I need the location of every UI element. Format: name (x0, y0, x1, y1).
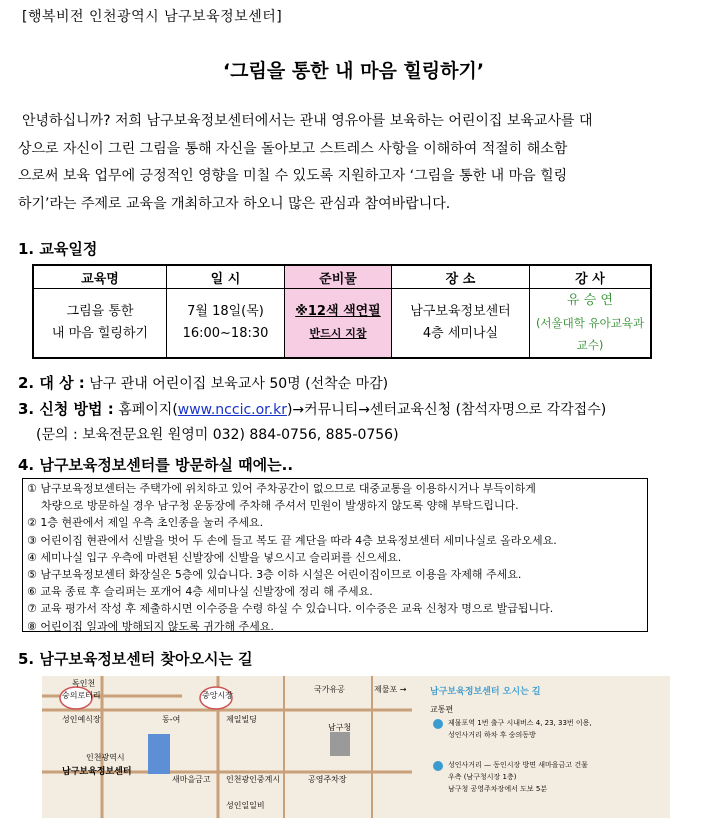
map-label: 숭의로터리 (62, 691, 101, 700)
materials-main: ※12색 색연필 (295, 304, 381, 319)
header-place: 장 소 (392, 265, 530, 289)
apply-label: 3. 신청 방법 : (18, 400, 114, 418)
map-label: 동-여 (162, 715, 181, 724)
notice-item: ① 남구보육정보센터는 주택가에 위치하고 있어 주차공간이 없으므로 대중교통을 이용하시거나 부득이하게 (27, 482, 536, 495)
course-line: 그림을 통한 (66, 304, 134, 319)
intro-line: 안녕하십니까? 저희 남구보육정보센터에서는 관내 영유아를 보육하는 어린이집 보육교사를 대 (22, 113, 593, 129)
header-course: 교육명 (33, 265, 167, 289)
materials-note: 반드시 지참 (309, 327, 367, 340)
apply-text-post: )→커뮤니티→센터교육신청 (참석자명으로 각각접수) (286, 402, 607, 418)
header-org-line: [행복비전 인천광역시 남구보육정보센터] (22, 9, 283, 25)
intro-line: 으로써 보육 업무에 긍정적인 영향을 미칠 수 있도록 지원하고자 ‘그림을 통한 내 마음 힐링 (18, 168, 568, 184)
schedule-data-row (33, 289, 651, 359)
apply-line (18, 398, 606, 419)
map-drawing (42, 676, 670, 818)
cell-course (33, 289, 167, 359)
map-label: 새마을금고 (172, 775, 211, 784)
notice-item: ⑥ 교육 종료 후 슬리퍼는 포개어 4층 세미나실 신발장에 정리 해 주세요. (27, 585, 373, 599)
intro-line: 하기’라는 주제로 교육을 개최하고자 하오니 많은 관심과 참여바랍니다. (18, 195, 451, 212)
header-datetime: 일 시 (167, 265, 285, 289)
target-label: 2. 대 상 : (18, 374, 85, 392)
map-label: 공영주차장 (308, 775, 347, 784)
section-directions-heading: 5. 남구보육정보센터 찾아오시는 길 (18, 650, 253, 668)
map-label: 남구청 (328, 723, 352, 732)
cell-datetime (167, 289, 285, 359)
target-text: 남구 관내 어린이집 보육교사 50명 (선착순 마감) (89, 376, 389, 392)
notice-item: ⑤ 남구보육정보센터 화장실은 5층에 있습니다. 3층 이하 시설은 어린이집이므로 이용을 자제해 주세요. (27, 568, 522, 582)
notice-item: ② 1층 현관에서 제일 우측 초인종을 눌러 주세요. (27, 516, 264, 530)
schedule-table (32, 264, 652, 359)
map-center-label: 남구보육정보센터 (62, 767, 132, 777)
map-label: 중앙시장 (202, 691, 233, 700)
visit-notice-box (22, 478, 648, 632)
map-label: 독인천 (72, 679, 96, 688)
notice-item: ③ 어린이집 현관에서 신발을 벗어 두 손에 들고 복도 끝 계단을 따라 4층 보육정보센터 세미나실로 올라오세요. (27, 533, 557, 547)
map-bus-line: 제물포역 1번 출구 시내버스 4, 23, 33번 이용, (448, 719, 592, 727)
map-label: 국가유공 (314, 685, 345, 694)
map-label: 인천광인중계시 (226, 775, 281, 784)
map-label: 성인예식장 (62, 715, 101, 724)
map-label: 성인일일비 (226, 801, 265, 810)
section-visit-heading: 4. 남구보육정보센터를 방문하실 때에는.. (18, 456, 294, 474)
intro-paragraph (18, 108, 690, 218)
date-line: 7월 18일(목) (187, 304, 264, 319)
apply-text-pre: 홈페이지( (118, 402, 178, 418)
map-bus-line: 성인사거리 하차 후 숭의동방 (448, 731, 536, 739)
homepage-link[interactable]: www.nccic.or.kr (177, 402, 287, 418)
target-line (18, 372, 388, 393)
instructor-name: 유 승 연 (567, 293, 613, 308)
notice-item: 차량으로 방문하실 경우 남구청 운동장에 주차해 주셔서 민원이 발생하지 않도록 양해 부탁드립니다. (41, 499, 519, 513)
contact-line: (문의 : 보육전문요원 원영미 032) 884-0756, 885-0756) (36, 427, 399, 443)
notice-item: ④ 세미나실 입구 우측에 마련된 신발장에 신발을 넣으시고 슬리퍼를 신으세요. (27, 550, 402, 564)
cell-instructor (530, 289, 652, 359)
notice-item: ⑧ 어린이집 일과에 방해되지 않도록 귀가해 주세요. (27, 619, 274, 633)
map-label: 제물포 → (374, 685, 407, 694)
cell-materials (285, 289, 392, 359)
time-line: 16:00~18:30 (182, 326, 269, 341)
map-walk-line: 성인사거리 — 동인시장 방면 새마을금고 건물 (448, 761, 588, 769)
map-label: 인천광역시 (86, 753, 125, 762)
section-schedule-heading: 1. 교육일정 (18, 240, 98, 258)
instructor-affiliation: (서울대학 유아교육과 교수) (535, 316, 645, 352)
map-walk-line: 남구청 공영주차장에서 도보 5분 (448, 785, 548, 793)
map-label: 제일빌딩 (226, 715, 257, 724)
place-line: 남구보육정보센터 (410, 304, 511, 319)
cell-place (392, 289, 530, 359)
map-walk-line: 우측 (남구청시장 1층) (448, 773, 517, 781)
header-instructor: 강 사 (530, 265, 652, 289)
course-line: 내 마음 힐링하기 (51, 326, 149, 341)
directions-map (42, 676, 670, 818)
document-title: ‘그림을 통한 내 마음 힐링하기’ (222, 60, 485, 82)
map-box-label: 교통편 (430, 705, 454, 714)
place-line: 4층 세미나실 (422, 326, 499, 341)
schedule-header-row (33, 265, 651, 289)
intro-line: 상으로 자신이 그린 그림을 통해 자신을 돌아보고 스트레스 사항을 이해하여 적절히 해소함 (18, 140, 568, 157)
notice-item: ⑦ 교육 평가서 작성 후 제출하시면 이수증을 수령 하실 수 있습니다. 이수증은 교육 신청자 명으로 발급됩니다. (27, 602, 554, 616)
map-box-title: 남구보육정보센터 오시는 길 (430, 687, 541, 697)
header-materials: 준비물 (285, 265, 392, 289)
